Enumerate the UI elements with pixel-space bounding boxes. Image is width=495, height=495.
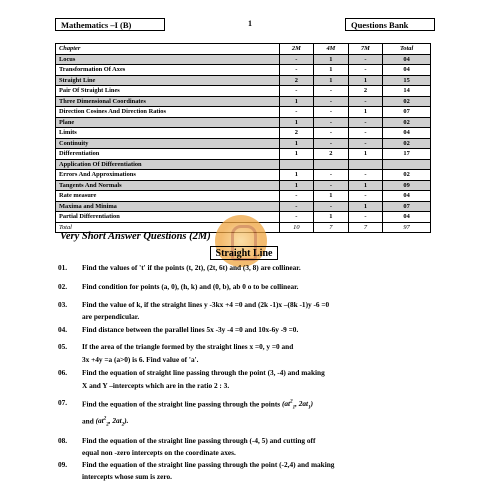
table-row xyxy=(56,96,431,107)
table-row xyxy=(56,117,431,128)
col-header-2m: 2M xyxy=(279,44,314,55)
table-cell: 04 xyxy=(383,128,431,139)
col-header-7m: 7M xyxy=(348,44,383,55)
table-cell: Maxima and Minima xyxy=(56,201,280,212)
table-row xyxy=(56,191,431,202)
table-row xyxy=(56,201,431,212)
table-cell xyxy=(314,159,349,170)
question-text: Find the value of k, if the straight lines y -3kx +4 =0 and (2k -1)x –(8k -1)y -6 =0 xyxy=(82,300,330,309)
table-cell: Total xyxy=(56,222,280,233)
table-cell: - xyxy=(348,96,383,107)
table-cell: Differentiation xyxy=(56,149,280,160)
question-text-continued: X and Y –intercepts which are in the ratio 2 : 3. xyxy=(82,381,230,390)
question-text: Find the equation of the straight line passing through (-4, 5) and cutting off xyxy=(82,436,316,445)
col-header-chapter: Chapter xyxy=(56,44,280,55)
table-cell: 04 xyxy=(383,54,431,65)
table-cell xyxy=(383,159,431,170)
question-number: 01. xyxy=(58,263,68,272)
table-cell: 1 xyxy=(314,191,349,202)
table-cell: Continuity xyxy=(56,138,280,149)
table-cell: 14 xyxy=(383,86,431,97)
question-text xyxy=(82,397,434,414)
table-cell: 04 xyxy=(383,191,431,202)
table-cell: 2 xyxy=(279,75,314,86)
table-cell: 7 xyxy=(348,222,383,233)
table-cell: 10 xyxy=(279,222,314,233)
table-cell: - xyxy=(348,128,383,139)
table-cell: - xyxy=(348,65,383,76)
table-cell: Partial Differentiation xyxy=(56,212,280,223)
math-expression: ($at^2_1$, $2at_1$) xyxy=(281,399,313,411)
question-text: If the area of the triangle formed by the straight lines x =0, y =0 and xyxy=(82,342,294,351)
question-number: 04. xyxy=(58,325,68,334)
table-cell: 2 xyxy=(279,128,314,139)
question-number: 02. xyxy=(58,282,68,291)
table-cell: - xyxy=(314,117,349,128)
table-row xyxy=(56,86,431,97)
table-cell: 09 xyxy=(383,180,431,191)
question-text-continued: equal non -zero intercepts on the coordinate axes. xyxy=(82,448,236,457)
table-cell: Direction Cosines And Direction Ratios xyxy=(56,107,280,118)
table-cell: - xyxy=(314,138,349,149)
table-cell: - xyxy=(314,170,349,181)
question-text-part: Find the equation of the straight line passing through the points xyxy=(82,399,281,409)
table-cell: Three Dimensional Coordinates xyxy=(56,96,280,107)
table-cell: Straight Line xyxy=(56,75,280,86)
table-cell: 1 xyxy=(314,212,349,223)
table-row xyxy=(56,170,431,181)
table-cell: 04 xyxy=(383,212,431,223)
table-row xyxy=(56,180,431,191)
table-cell xyxy=(348,159,383,170)
table-cell: Rate measure xyxy=(56,191,280,202)
table-cell: 07 xyxy=(383,107,431,118)
table-cell: 04 xyxy=(383,65,431,76)
question-number: 09. xyxy=(58,460,68,469)
table-cell: - xyxy=(348,170,383,181)
col-header-total: Total xyxy=(383,44,431,55)
table-cell: 1 xyxy=(348,149,383,160)
question-text-continued: and ($at^2_2$, $2at_2$). xyxy=(82,416,129,428)
table-header-row xyxy=(56,44,431,55)
math-expression: ($at^2_2$, $2at_2$). xyxy=(95,416,129,428)
question-text: Find distance between the parallel lines 5x -3y -4 =0 and 10x-6y -9 =0. xyxy=(82,325,299,334)
table-cell: - xyxy=(348,138,383,149)
question-number: 07. xyxy=(58,398,68,407)
table-cell: - xyxy=(348,117,383,128)
table-cell: 1 xyxy=(314,54,349,65)
question-text: Find the equation of the straight line passing through the point (-2,4) and making xyxy=(82,460,335,469)
question-number: 03. xyxy=(58,300,68,309)
table-cell: - xyxy=(279,54,314,65)
question-text-continued: are perpendicular. xyxy=(82,312,140,321)
table-cell: 02 xyxy=(383,96,431,107)
question-text: Find the values of 't' if the points (t, 2t), (2t, 6t) and (3, 8) are collinear. xyxy=(82,263,301,272)
table-cell: - xyxy=(314,96,349,107)
table-cell: - xyxy=(314,180,349,191)
table-cell: Tangents And Normals xyxy=(56,180,280,191)
question-text: Find the equation of straight line passing through the point (3, -4) and making xyxy=(82,368,325,377)
table-cell: - xyxy=(279,65,314,76)
section-title: Very Short Answer Questions (2M) xyxy=(60,231,211,242)
table-cell: 1 xyxy=(348,75,383,86)
table-row xyxy=(56,159,431,170)
table-cell: - xyxy=(279,107,314,118)
table-row xyxy=(56,107,431,118)
table-cell: - xyxy=(314,86,349,97)
chapter-subheading: Straight Line xyxy=(210,246,278,260)
table-cell: 1 xyxy=(279,96,314,107)
table-row xyxy=(56,138,431,149)
table-cell: Transformation Of Axes xyxy=(56,65,280,76)
question-text: Find condition for points (a, 0), (h, k) and (0, b), ab 0 o to be collinear. xyxy=(82,282,299,291)
table-cell: 2 xyxy=(348,86,383,97)
table-row xyxy=(56,54,431,65)
table-cell: - xyxy=(314,128,349,139)
table-cell: Plane xyxy=(56,117,280,128)
weightage-table xyxy=(55,43,431,233)
col-header-4m: 4M xyxy=(314,44,349,55)
table-cell: 02 xyxy=(383,138,431,149)
table-cell: - xyxy=(348,54,383,65)
table-cell: 1 xyxy=(348,180,383,191)
table-cell: Application Of Differentiation xyxy=(56,159,280,170)
table-cell: 07 xyxy=(383,201,431,212)
question-number: 06. xyxy=(58,368,68,377)
table-cell: 15 xyxy=(383,75,431,86)
question-text-continued: 3x +4y =a (a>0) is 6. Find value of 'a'. xyxy=(82,355,199,364)
table-cell: 1 xyxy=(314,65,349,76)
table-cell: Limits xyxy=(56,128,280,139)
table-body xyxy=(56,54,431,233)
questions-bank-header: Questions Bank xyxy=(345,18,435,31)
table-cell: Errors And Approximations xyxy=(56,170,280,181)
table-cell: 1 xyxy=(279,117,314,128)
table-cell: 1 xyxy=(348,201,383,212)
table-cell: - xyxy=(348,212,383,223)
table-cell: - xyxy=(314,107,349,118)
table-cell: 17 xyxy=(383,149,431,160)
table-cell: 02 xyxy=(383,117,431,128)
question-number: 08. xyxy=(58,436,68,445)
question-number: 05. xyxy=(58,342,68,351)
table-cell xyxy=(279,159,314,170)
table-cell: 1 xyxy=(279,180,314,191)
table-cell: 1 xyxy=(279,170,314,181)
table-cell: 1 xyxy=(348,107,383,118)
question-text-continued: intercepts whose sum is zero. xyxy=(82,472,172,481)
table-row xyxy=(56,65,431,76)
table-cell: 02 xyxy=(383,170,431,181)
table-cell: - xyxy=(279,191,314,202)
table-cell: Locus xyxy=(56,54,280,65)
table-cell: - xyxy=(279,201,314,212)
table-cell: Pair Of Straight Lines xyxy=(56,86,280,97)
table-row xyxy=(56,149,431,160)
table-cell: 1 xyxy=(279,149,314,160)
table-row xyxy=(56,128,431,139)
table-cell: 97 xyxy=(383,222,431,233)
table-cell: 2 xyxy=(314,149,349,160)
table-row xyxy=(56,75,431,86)
table-cell: 1 xyxy=(279,138,314,149)
table-cell: - xyxy=(279,212,314,223)
table-cell: - xyxy=(348,191,383,202)
subject-header: Mathematics –I (B) xyxy=(55,18,165,31)
table-cell: 1 xyxy=(314,75,349,86)
table-cell: - xyxy=(314,201,349,212)
page-number: 1 xyxy=(248,19,252,28)
table-cell: - xyxy=(279,86,314,97)
table-cell: 7 xyxy=(314,222,349,233)
